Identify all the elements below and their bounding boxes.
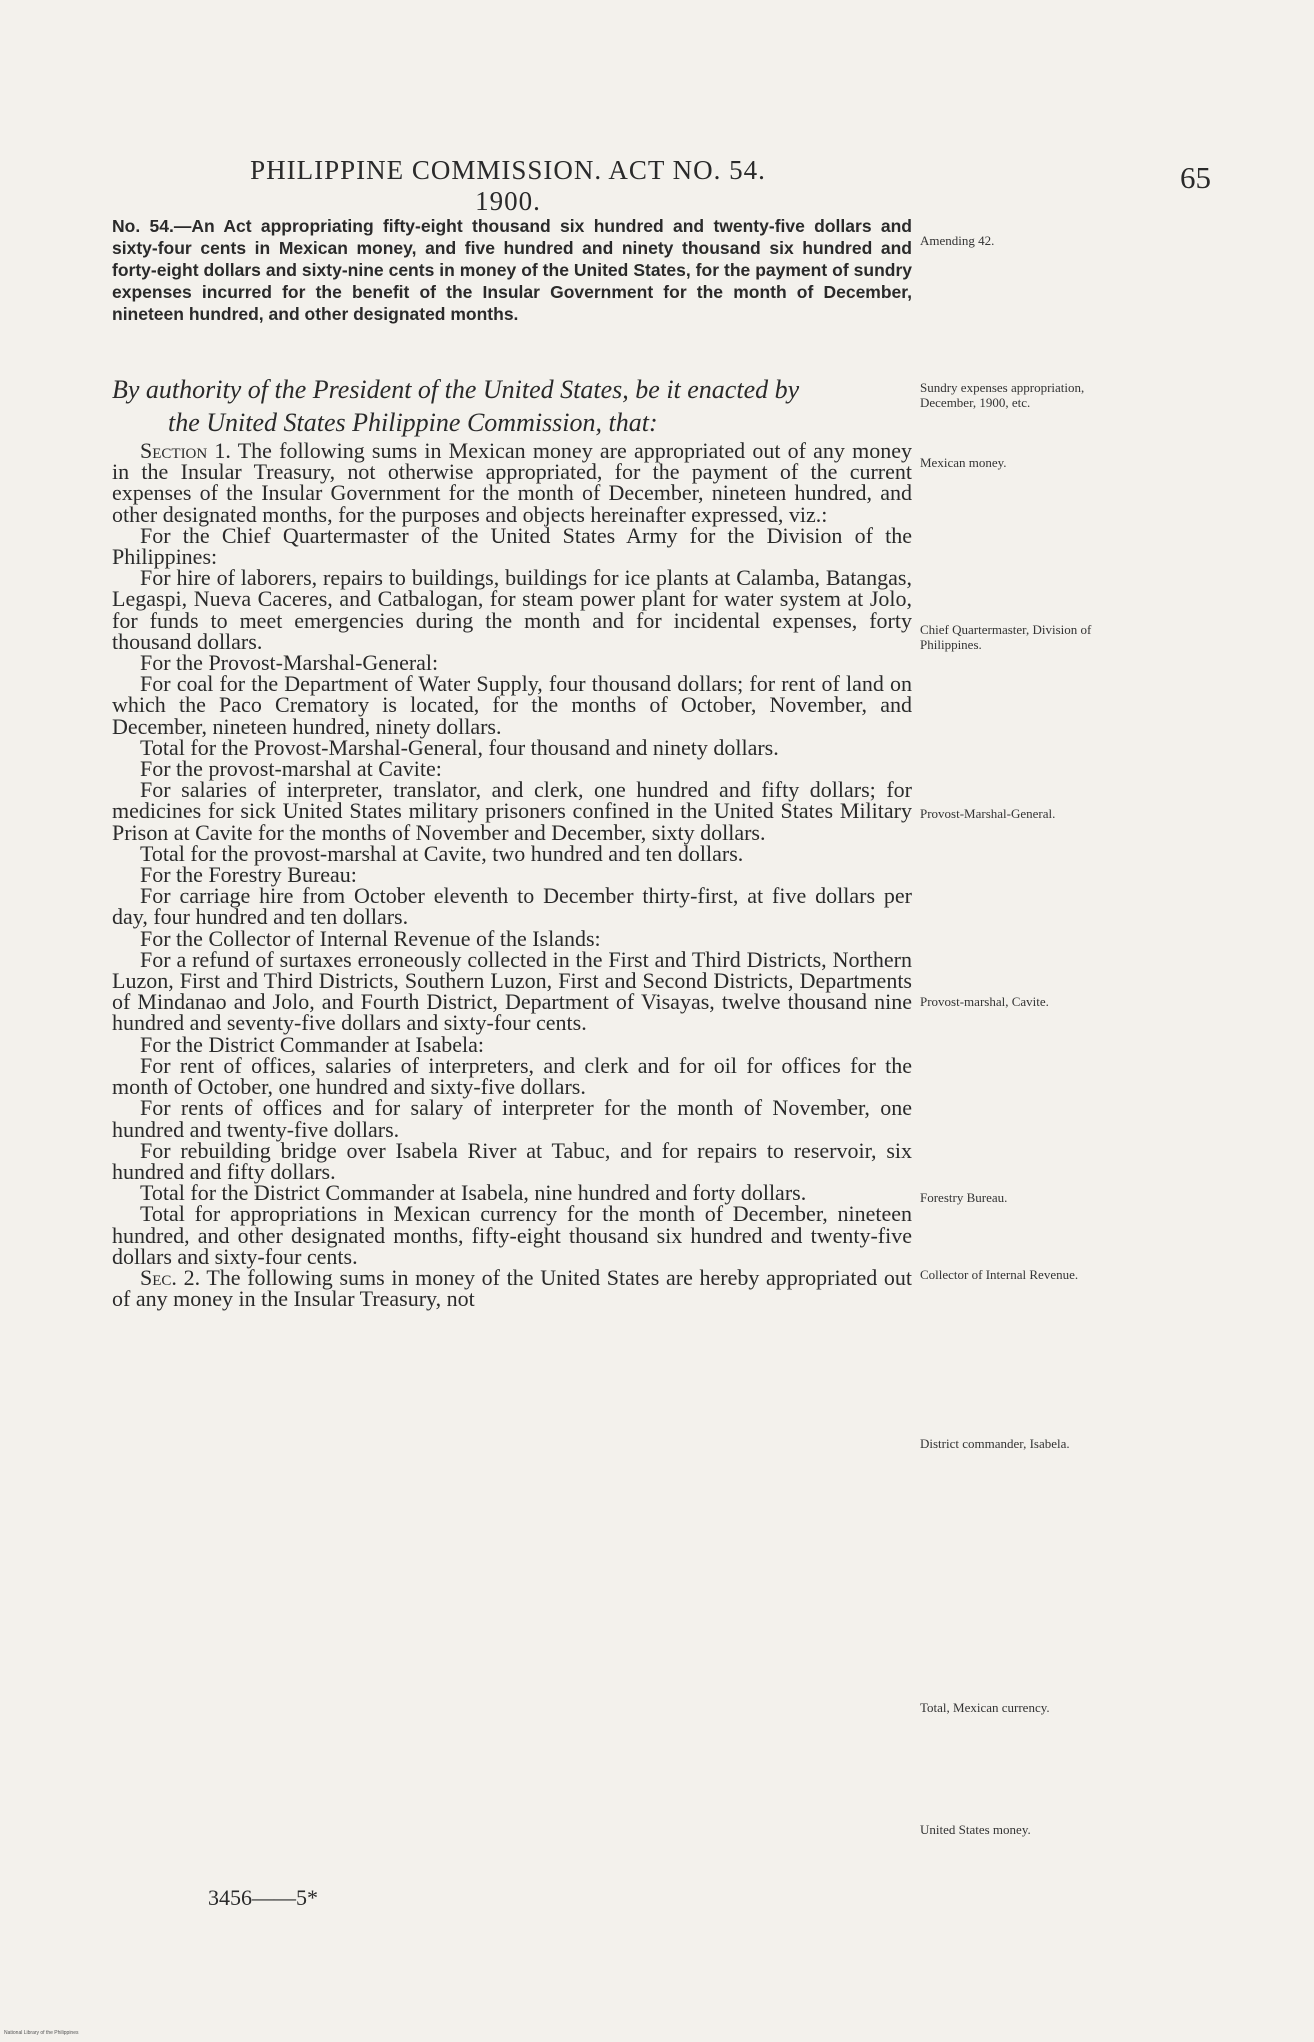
signature-mark: 3456——5* — [208, 1885, 318, 1910]
paragraph: Total for appropriations in Mexican currency for the month of December, nineteen hundred, and other designated months, fifty-eight thousand six hundred and twenty-five dollars and sixty-four cents. — [112, 1201, 912, 1269]
paragraph: For carriage hire from October eleventh to December thirty-first, at five dollars per day, four hundred and ten dollars. — [112, 883, 912, 930]
paragraph: Total for the provost-marshal at Cavite, two hundred and ten dollars. — [140, 840, 744, 866]
paragraph: Total for the District Commander at Isabela, nine hundred and forty dollars. — [140, 1180, 807, 1206]
section-2-text: The following sums in money of the United States are hereby appropriated out of any money in the Insular Treasury, not — [112, 1264, 912, 1312]
enacting-clause — [112, 373, 912, 439]
paragraph: For coal for the Department of Water Supply, four thousand dollars; for rent of land on which the Paco Crematory is located, for the months of October, November, and December, nineteen hundred, ninety dollars. — [112, 671, 912, 739]
margin-note: Forestry Bureau. — [920, 1190, 1008, 1205]
section-2 — [112, 1264, 912, 1312]
margin-note: Sundry expenses appropriation, December, 1900, etc. — [920, 380, 1085, 410]
paragraph: For rents of offices and for salary of interpreter for the month of November, one hundred and twenty-five dollars. — [112, 1095, 912, 1142]
paragraph: For the Collector of Internal Revenue of the Islands: — [140, 925, 601, 951]
section-2-label: Sec. 2. — [140, 1264, 201, 1290]
paragraph: For a refund of surtaxes erroneously collected in the First and Third Districts, Northern Luzon, First and Third Districts, Southern Luzon, First and Second Districts, Departments of Mindanao and Jolo, and Fourth District, Department of Visayas, twelve thousand nine hundred and seventy-five dollars and sixty-four cents. — [112, 946, 912, 1036]
paragraph: For rent of offices, salaries of interpreters, and clerk and for oil for offices for the month of October, one hundred and sixty-five dollars. — [112, 1052, 912, 1100]
margin-note: Provost-Marshal-General. — [920, 806, 1056, 821]
paragraph: For the Provost-Marshal-General: — [140, 650, 439, 676]
enacting-line-1: By authority of the President of the United States, be it enacted by — [112, 375, 800, 404]
paragraph: For salaries of interpreter, translator, and clerk, one hundred and fifty dollars; for medicines for sick United States military prisoners confined in the United States Military Prison at Cavite for the months of November and December, sixty dollars. — [112, 777, 912, 845]
act-body — [112, 438, 913, 1312]
paragraph: Total for the Provost-Marshal-General, four thousand and ninety dollars. — [140, 734, 779, 760]
margin-note: Amending 42. — [920, 233, 995, 248]
paragraph: For rebuilding bridge over Isabela River at Tabuc, and for repairs to reservoir, six hundred and fifty dollars. — [112, 1137, 912, 1184]
paragraph: For the Chief Quartermaster of the United States Army for the Division of the Philippines: — [112, 522, 912, 570]
margin-note: United States money. — [920, 1822, 1031, 1837]
paragraph: For the Forestry Bureau: — [140, 862, 357, 888]
footer-credit: National Library of the Philippines — [4, 2030, 79, 2036]
margin-note: Total, Mexican currency. — [920, 1700, 1050, 1715]
paragraph: For hire of laborers, repairs to buildings, buildings for ice plants at Calamba, Batangas, Legaspi, Nueva Caceres, and Catbalogan, for steam power plant for water system at Jolo, for funds to meet emergencies during the month and for incidental expenses, forty thousand dollars. — [112, 565, 912, 654]
section-1-label: Section 1. — [140, 438, 231, 463]
margin-note: Chief Quartermaster, Division of Philippines. — [920, 622, 1092, 652]
page-number: 65 — [1180, 160, 1211, 195]
running-head: PHILIPPINE COMMISSION. ACT NO. 54. 1900. — [250, 155, 766, 216]
margin-note: Collector of Internal Revenue. — [920, 1267, 1079, 1282]
margin-note: Mexican money. — [920, 455, 1007, 470]
margin-note: District commander, Isabela. — [920, 1436, 1070, 1451]
section-1 — [112, 440, 912, 525]
section-1-text: The following sums in Mexican money are appropriated out of any money in the Insular Treasury, not otherwise appropriated, for the payment of the current expenses of the Insular Government for the month of December, nineteen hundred, and other designated months, for the purposes and objects hereinafter expressed, viz.: — [112, 438, 913, 527]
paragraph: For the provost-marshal at Cavite: — [140, 756, 442, 782]
paragraph: For the District Commander at Isabela: — [140, 1031, 484, 1057]
margin-note: Provost-marshal, Cavite. — [920, 994, 1049, 1009]
act-title: No. 54.—An Act appropriating fifty-eight thousand six hundred and twenty-five dollars and sixty-four cents in Mexican money, and five hundred and ninety thousand six hundred and forty-eight dollars and sixty-nine cents in money of the United States, for the payment of sundry expenses incurred for the benefit of the Insular Government for the month of December, nineteen hundred, and other designated months. — [112, 216, 912, 324]
enacting-line-2: the United States Philippine Commission, that: — [168, 408, 658, 437]
